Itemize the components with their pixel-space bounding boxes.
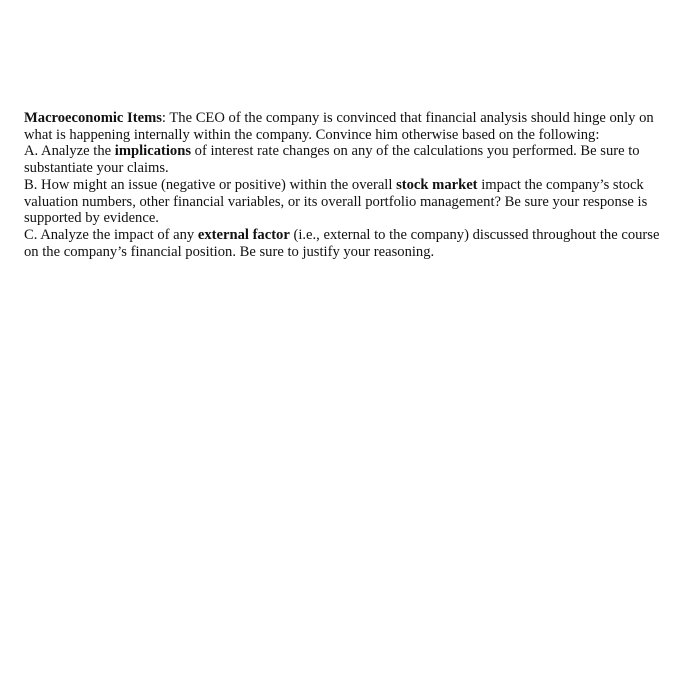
item-b-line-3: supported by evidence.	[24, 210, 159, 227]
item-c-keyword: external factor	[197, 226, 290, 243]
item-b-prefix: B. How might an issue (negative or positive) within the overall	[24, 176, 397, 193]
item-b-suffix: impact the company’s stock	[477, 176, 644, 193]
item-a-suffix: of interest rate changes on any of the calculations you performed. Be sure to	[191, 143, 640, 160]
item-c-line-2: on the company’s financial position. Be sure to justify your reasoning.	[24, 243, 435, 260]
item-a-line-1	[24, 143, 684, 160]
intro-text: : The CEO of the company is convinced that financial analysis should hinge only on	[161, 110, 654, 126]
document-body	[24, 110, 684, 260]
item-c-line-1	[24, 227, 684, 244]
item-a-keyword: implications	[114, 143, 191, 160]
intro-line-1	[24, 110, 684, 127]
item-a-prefix: A. Analyze the	[24, 143, 115, 160]
item-b-line-2: valuation numbers, other financial variables, or its overall portfolio management? Be sure your response is	[24, 193, 648, 210]
item-c-suffix: (i.e., external to the company) discussed throughout the course	[289, 226, 660, 243]
section-heading: Macroeconomic Items	[24, 110, 162, 126]
intro-line-2: what is happening internally within the company. Convince him otherwise based on the following:	[24, 126, 600, 143]
item-c-prefix: C. Analyze the impact of any	[24, 226, 198, 243]
item-a-line-2: substantiate your claims.	[24, 160, 169, 177]
item-b-line-1	[24, 177, 684, 194]
item-b-keyword: stock market	[396, 176, 478, 193]
